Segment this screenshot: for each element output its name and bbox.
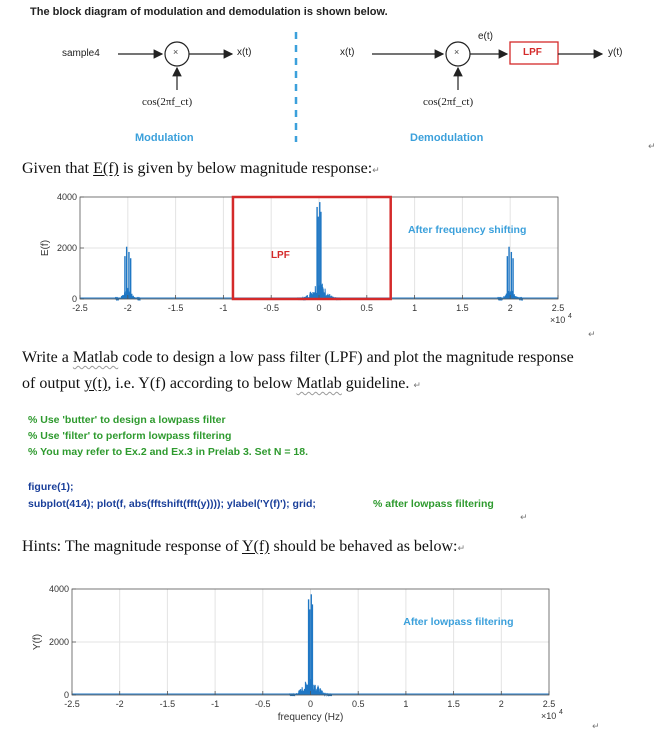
- return-mark: ↵: [413, 381, 421, 391]
- y-tick-label: 2000: [56, 243, 77, 253]
- mod-caption: Modulation: [135, 132, 194, 144]
- x-tick-label: -2.5: [72, 303, 88, 313]
- x-tick-label: 2: [507, 303, 513, 313]
- x-tick-label: 1: [403, 699, 409, 709]
- demod-output-label: y(t): [608, 47, 623, 58]
- return-mark: ↵: [520, 513, 528, 523]
- code-line-figure: figure(1);: [28, 481, 74, 493]
- chart-annotation: After frequency shifting: [407, 224, 527, 236]
- x-scale-exponent: 4: [559, 709, 563, 716]
- task-matlab-2: Matlab: [296, 375, 342, 392]
- x-tick-label: 2.5: [542, 699, 556, 709]
- code-comment-2: % Use 'filter' to perform lowpass filtering: [28, 430, 232, 442]
- lpf-box-label: LPF: [270, 250, 290, 261]
- x-scale-label: ×10: [541, 711, 557, 721]
- task-yt: y(t): [84, 375, 108, 392]
- x-tick-label: 2: [498, 699, 504, 709]
- y-tick-label: 0: [71, 294, 77, 304]
- return-mark: ↵: [457, 544, 466, 554]
- block-diagram: [0, 22, 666, 152]
- y-axis-label: Y(f): [32, 633, 43, 651]
- y-axis-label: E(f): [40, 239, 51, 257]
- task-text-c: of output: [22, 375, 85, 392]
- x-tick-label: 2.5: [551, 303, 565, 313]
- mod-output-label: x(t): [237, 47, 252, 58]
- demod-caption: Demodulation: [410, 132, 484, 144]
- return-mark: ↵: [592, 722, 600, 732]
- x-tick-label: 0.5: [360, 303, 374, 313]
- x-tick-label: 0: [316, 303, 322, 313]
- y-tick-label: 4000: [56, 192, 77, 202]
- chart-annotation: After lowpass filtering: [403, 616, 514, 628]
- chart-y-f: [0, 575, 666, 735]
- y-tick-label: 4000: [48, 584, 69, 594]
- task-line-2: [22, 375, 421, 393]
- chart-e-f: [0, 185, 666, 335]
- y-tick-label: 0: [63, 690, 69, 700]
- x-tick-label: -1: [219, 303, 228, 313]
- x-tick-label: -1.5: [159, 699, 176, 709]
- x-scale-label: ×10: [550, 315, 566, 325]
- demod-mid-label: e(t): [478, 31, 493, 42]
- demod-multiply-sign: ×: [454, 47, 460, 57]
- x-tick-label: -2: [123, 303, 132, 313]
- mod-input-label: sample4: [62, 48, 100, 59]
- x-tick-label: -0.5: [255, 699, 271, 709]
- intro-text: The block diagram of modulation and demodulation is shown below.: [30, 6, 388, 18]
- x-tick-label: -0.5: [263, 303, 279, 313]
- mod-multiply-sign: ×: [173, 47, 179, 57]
- given-term: E(f): [93, 160, 119, 177]
- y-tick-label: 2000: [48, 637, 69, 647]
- x-axis-label: frequency (Hz): [277, 712, 344, 723]
- task-text-b: code to design a low pass filter (LPF) and plot the magnitude response: [118, 349, 574, 366]
- demod-carrier-label: cos(2πf_ct): [423, 96, 474, 108]
- code-line-subplot: subplot(414); plot(f, abs(fftshift(fft(y)))); ylabel('Y(f)'); grid;: [28, 498, 316, 510]
- task-text-e: guideline.: [341, 375, 410, 392]
- x-tick-label: 0.5: [351, 699, 365, 709]
- task-text-d: , i.e. Y(f) according to below: [107, 375, 297, 392]
- task-line-1: [22, 349, 574, 367]
- hints-suffix: should be behaved as below:: [269, 538, 458, 555]
- given-prefix: Given that: [22, 160, 94, 177]
- x-tick-label: 0: [307, 699, 314, 709]
- x-tick-label: -2.5: [64, 699, 80, 709]
- hints-term: Y(f): [241, 538, 270, 555]
- x-tick-label: 1.5: [456, 303, 469, 313]
- task-matlab-1: Matlab: [72, 349, 119, 366]
- lpf-block-label: LPF: [523, 47, 542, 58]
- x-tick-label: 1: [412, 303, 418, 313]
- return-mark: ↵: [372, 166, 380, 176]
- code-line-comment: % after lowpass filtering: [373, 498, 494, 510]
- hints-paragraph: [22, 538, 465, 556]
- given-suffix: is given by below magnitude response:: [118, 160, 373, 177]
- x-scale-exponent: 4: [568, 313, 572, 320]
- x-tick-label: -1.5: [167, 303, 184, 313]
- x-tick-label: -1: [211, 699, 220, 709]
- demod-input-label: x(t): [340, 47, 355, 58]
- task-text-a: Write a: [22, 349, 73, 366]
- x-tick-label: 1.5: [447, 699, 460, 709]
- hints-prefix: Hints: The magnitude response of: [22, 538, 242, 555]
- given-paragraph: [22, 160, 380, 178]
- mod-carrier-label: cos(2πf_ct): [142, 96, 193, 108]
- x-tick-label: -2: [115, 699, 124, 709]
- code-comment-1: % Use 'butter' to design a lowpass filter: [28, 414, 226, 426]
- return-mark: ↵: [588, 330, 596, 340]
- return-mark: ↵: [648, 142, 656, 152]
- code-comment-3: % You may refer to Ex.2 and Ex.3 in Prelab 3. Set N = 18.: [28, 446, 309, 458]
